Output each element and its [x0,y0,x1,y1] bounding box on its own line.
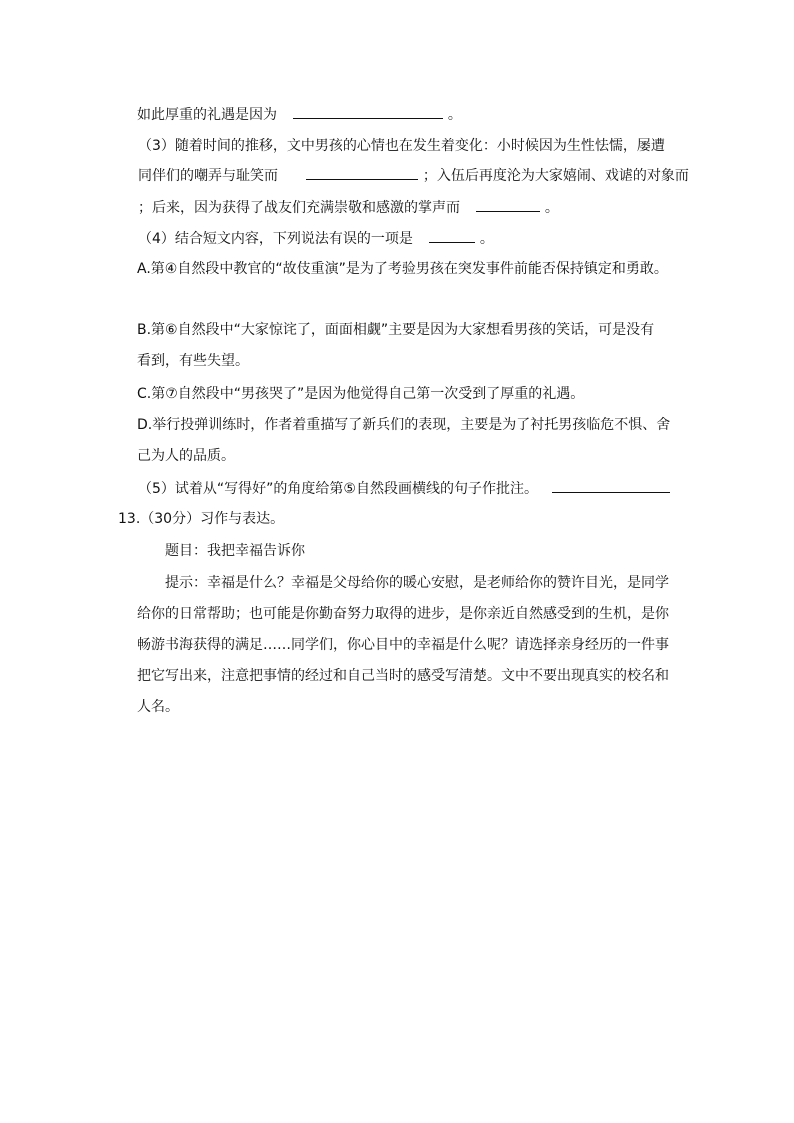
option-d-line2: 己为人的品质。 [137,448,235,464]
q12-part3-line3-text: ；后来，因为获得了战友们充满崇敬和感激的掌声而 [138,200,460,216]
q13-title: 题目：我把幸福告诉你 [165,543,305,559]
answer-blank-annotation[interactable] [552,478,670,493]
q13-hint-line4: 把它写出来，注意把事情的经过和自己当时的感受写清楚。文中不要出现真实的校名和 [137,668,669,684]
q12-reason-line [137,104,462,124]
q13-hint-line5: 人名。 [137,699,179,715]
option-d-line1: D.举行投弹训练时，作者着重描写了新兵们的表现，主要是为了衬托男孩临危不惧、舍 [137,417,671,433]
q13-hint-line2: 给你的日常帮助；也可能是你勤奋努力取得的进步，是你亲近自然感受到的生机，是你 [137,606,669,622]
q13-hint-line3: 畅游书海获得的满足……同学们，你心目中的幸福是什么呢？请选择亲身经历的一件事 [137,637,669,653]
answer-blank-mood3[interactable] [476,197,540,212]
q12-part3-line2-text: 同伴们的嘲弄与耻笑而 [138,168,278,184]
option-b-line1: B.第⑥自然段中“大家惊诧了，面面相觑”主要是因为大家想看男孩的笑话，可是没有 [137,322,655,338]
q12-part4-line [138,228,494,248]
q12-part3-line2-tail: ；入伍后再度沦为大家嬉闹、戏谑的对象而 [422,168,689,184]
q12-part3-line2 [138,165,689,185]
option-a: A.第④自然段中教官的“故伎重演”是为了考验男孩在突发事件前能否保持镇定和勇敢。 [137,261,668,277]
q12-part4-period: 。 [479,231,494,247]
answer-blank-choice[interactable] [429,228,475,243]
option-b-line2: 看到，有些失望。 [137,353,249,369]
q12-part3-line3 [138,197,559,217]
q12-part4-text: （4）结合短文内容，下列说法有误的一项是 [138,231,413,247]
q13-header: 13.（30分）习作与表达。 [118,511,285,527]
q12-reason-period: 。 [447,107,462,123]
q12-part3-period: 。 [544,200,559,216]
answer-blank-reason[interactable] [293,104,443,119]
option-c: C.第⑦自然段中“男孩哭了”是因为他觉得自己第一次受到了厚重的礼遇。 [137,386,585,402]
q12-part3-line1: （3）随着时间的推移，文中男孩的心情也在发生着变化：小时候因为生性怯懦，屡遭 [138,138,665,154]
q13-hint-line1: 提示：幸福是什么？幸福是父母给你的暖心安慰，是老师给你的赞许目光，是同学 [165,575,669,591]
q12-part5-text: （5）试着从“写得好”的角度给第⑤自然段画横线的句子作批注。 [138,481,538,497]
q12-part5-line [138,478,670,498]
answer-blank-mood1[interactable] [306,165,418,180]
q12-reason-text: 如此厚重的礼遇是因为 [137,107,277,123]
